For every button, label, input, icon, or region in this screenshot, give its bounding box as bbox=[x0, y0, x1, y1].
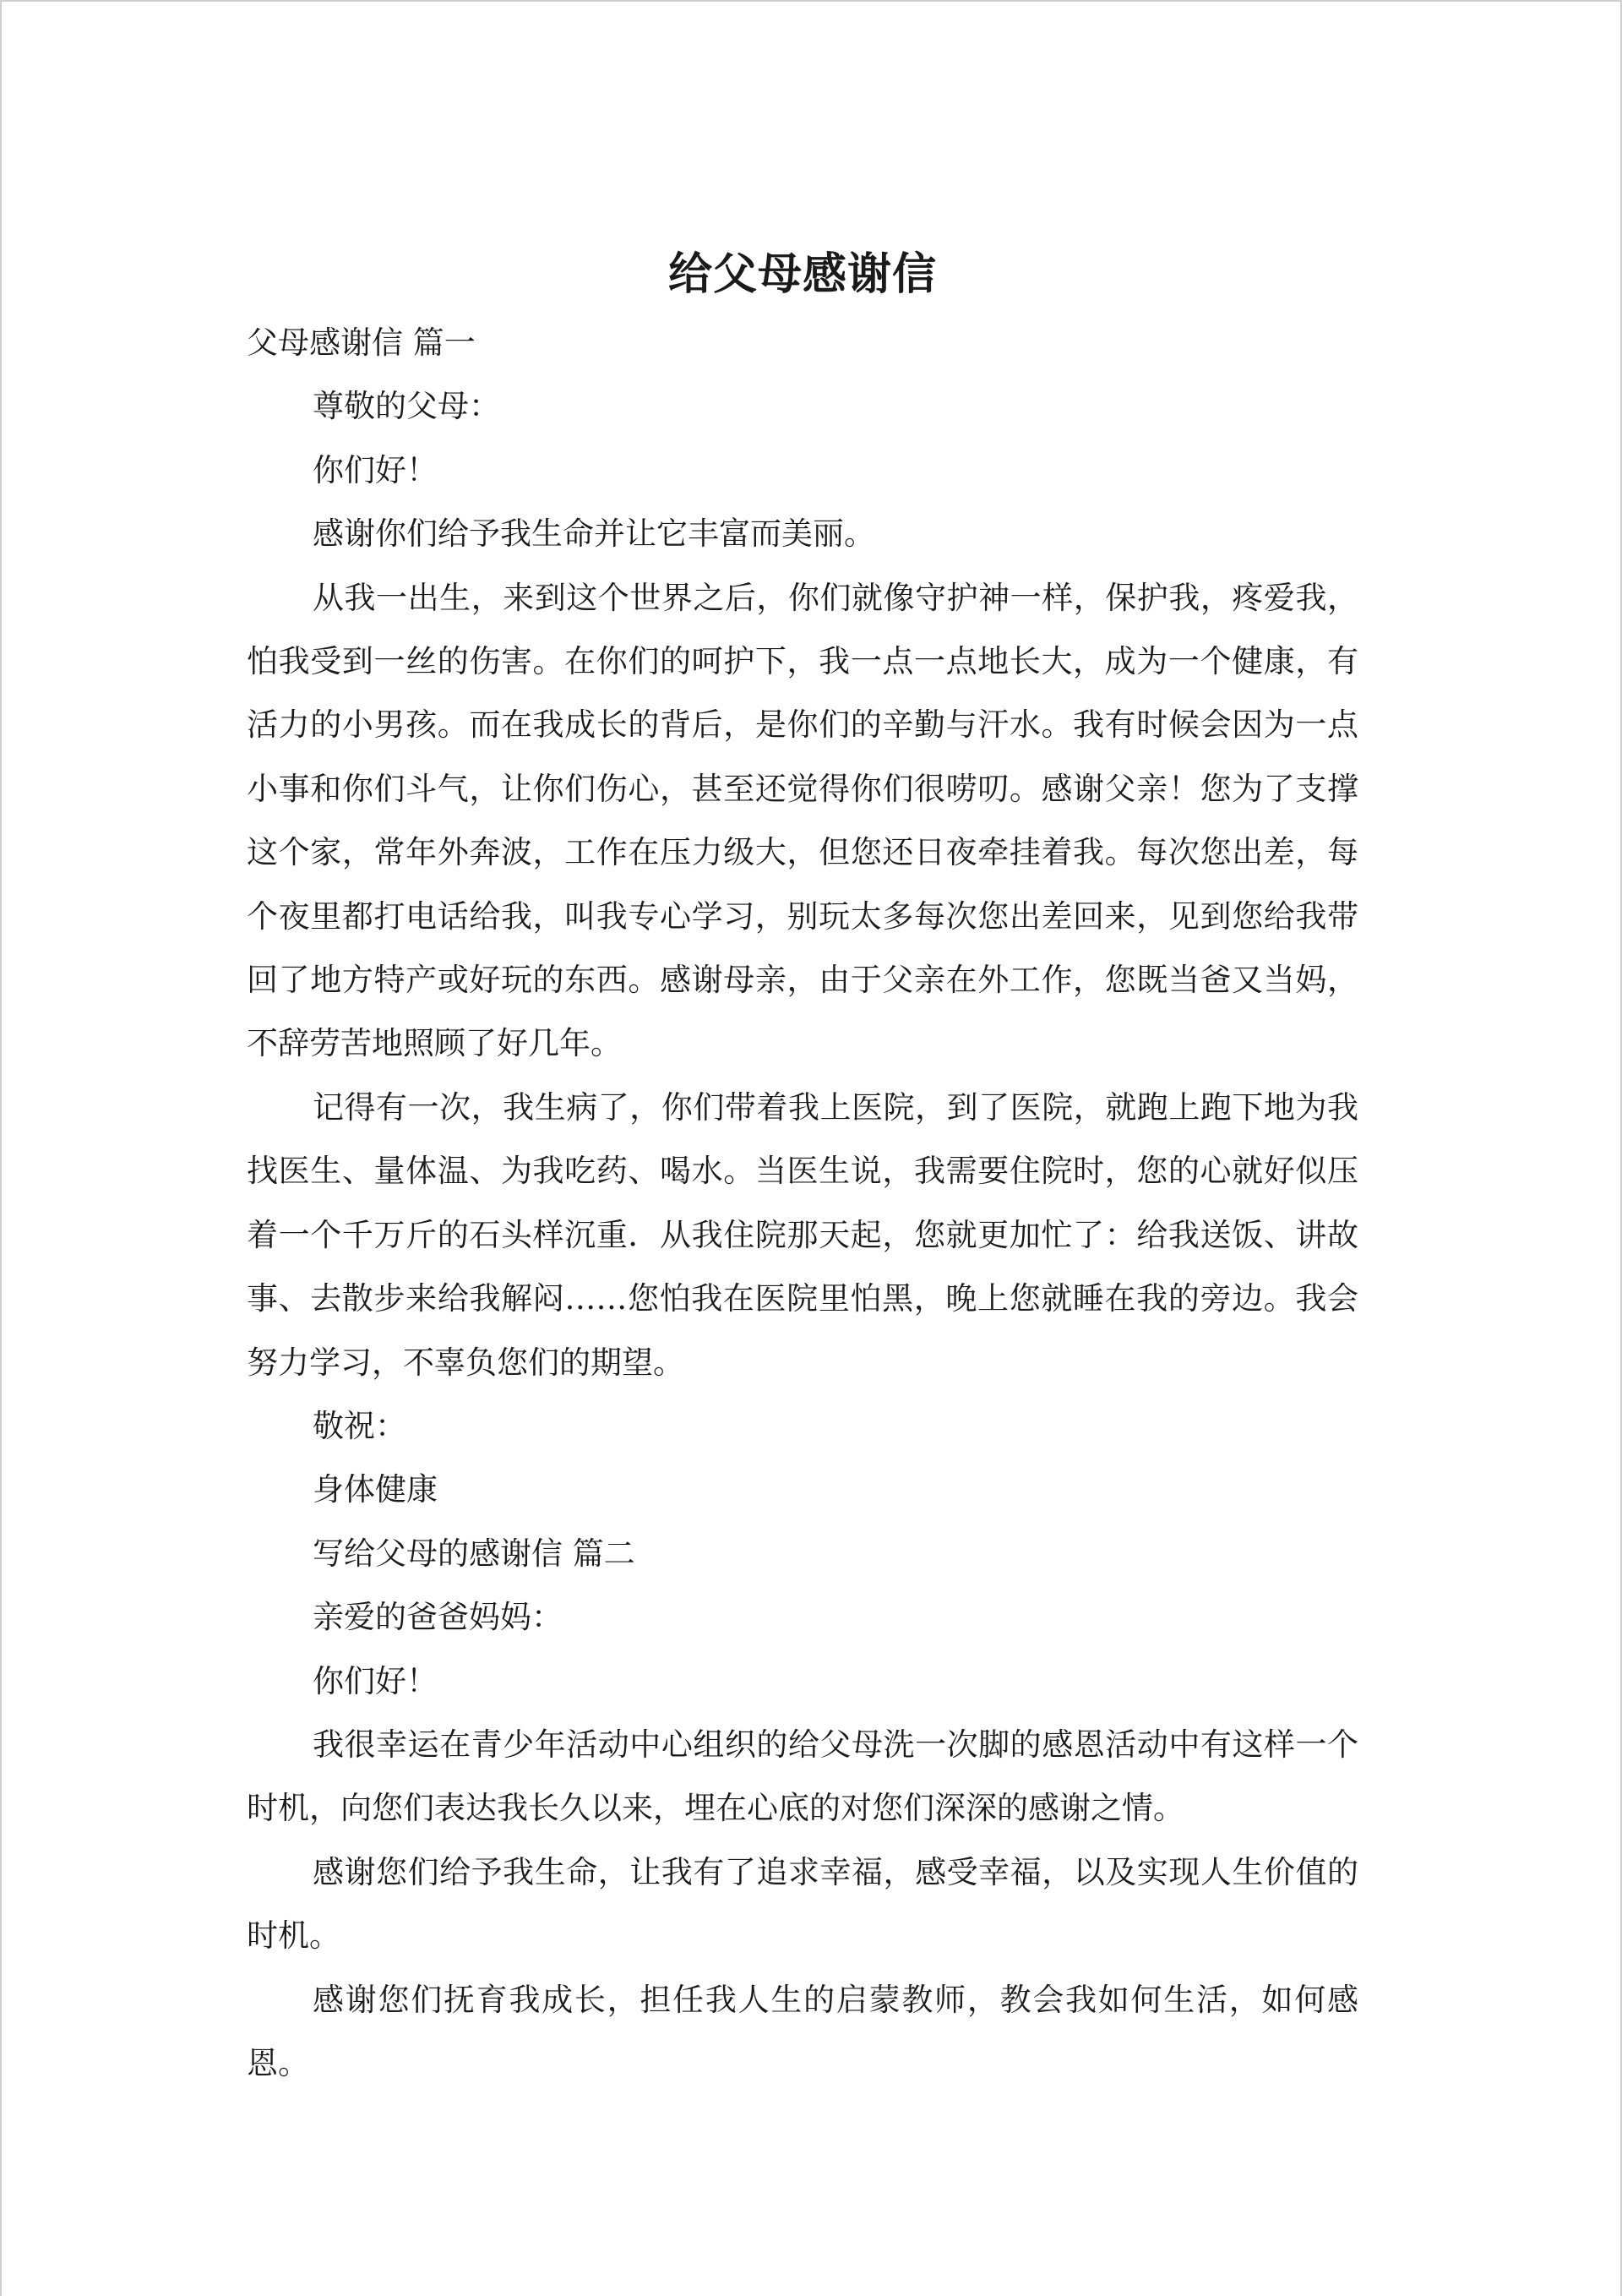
body-paragraph: 感谢您们给予我生命，让我有了追求幸福，感受幸福，以及实现人生价值的时机。 bbox=[247, 1853, 1358, 1955]
section-heading-2: 写给父母的感谢信 篇二 bbox=[313, 1535, 635, 1572]
salutation-2: 亲爱的爸爸妈妈： bbox=[313, 1599, 563, 1636]
document-body bbox=[247, 243, 1358, 2095]
greeting-1: 你们好！ bbox=[313, 451, 438, 488]
body-paragraph: 从我一出生，来到这个世界之后，你们就像守护神一样，保护我，疼爱我，怕我受到一丝的伤害。在你们的呵护下，我一点一点地长大，成为一个健康，有活力的小男孩。而在我成长的背后，是你们的辛勤与汗水。我有时候会因为一点小事和你们斗气，让你们伤心，甚至还觉得你们很唠叨。感谢父亲！您为了支撑这个家，常年外奔波，工作在压力级大，但您还日夜牵挂着我。每次您出差，每个夜里都打电话给我，叫我专心学习，别玩太多每次您出差回来，见到您给我带回了地方特产或好玩的东西。感谢母亲，由于父亲在外工作，您既当爸又当妈，不辞劳苦地照顾了好几年。 bbox=[247, 579, 1358, 1062]
body-paragraph: 感谢你们给予我生命并让它丰富而美丽。 bbox=[313, 515, 875, 553]
document-title: 给父母感谢信 bbox=[667, 249, 937, 300]
body-paragraph: 感谢您们抚育我成长，担任我人生的启蒙教师，教会我如何生活，如何感恩。 bbox=[247, 1981, 1358, 2081]
closing-phrase: 敬祝： bbox=[313, 1407, 406, 1444]
greeting-2: 你们好！ bbox=[313, 1662, 438, 1699]
closing-wish: 身体健康 bbox=[313, 1471, 438, 1508]
salutation-1: 尊敬的父母： bbox=[313, 388, 500, 425]
body-paragraph: 记得有一次，我生病了，你们带着我上医院，到了医院，就跑上跑下地为我找医生、量体温、为我吃药、喝水。当医生说，我需要住院时，您的心就好似压着一个千万斤的石头样沉重．从我住院那天起，您就更加忙了：给我送饭、讲故事、去散步来给我解闷……您怕我在医院里怕黑，晚上您就睡在我的旁边。我会努力学习，不辜负您们的期望。 bbox=[247, 1088, 1358, 1381]
section-heading-1: 父母感谢信 篇一 bbox=[247, 324, 476, 361]
body-paragraph: 我很幸运在青少年活动中心组织的给父母洗一次脚的感恩活动中有这样一个时机，向您们表达我长久以来，埋在心底的对您们深深的感谢之情。 bbox=[247, 1726, 1358, 1827]
